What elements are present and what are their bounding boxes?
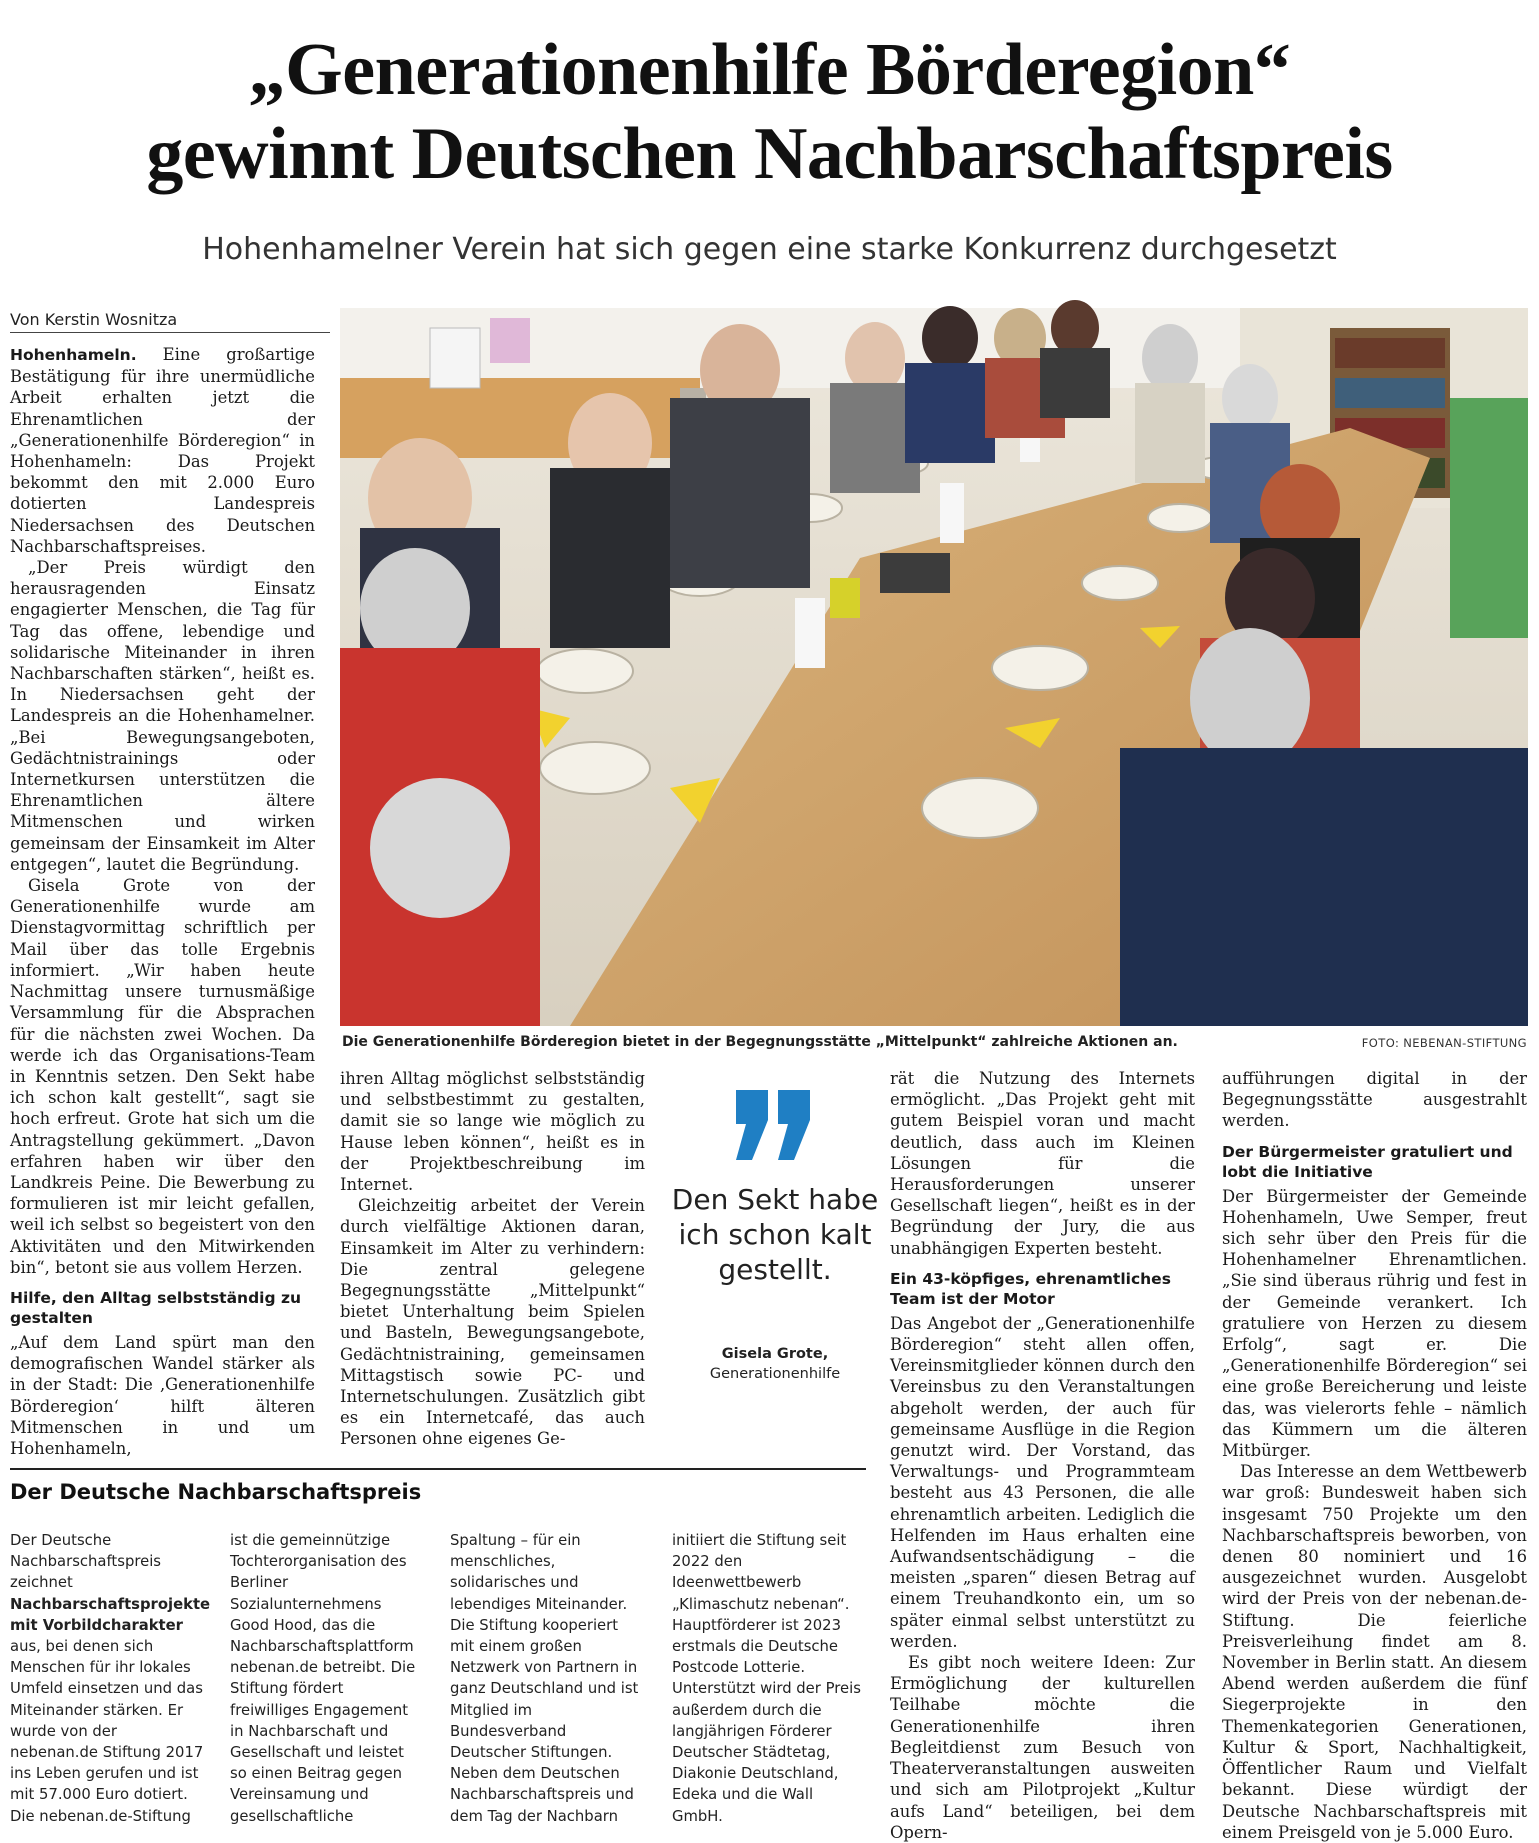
group-dinner-photo [340,308,1528,1026]
byline: Von Kerstin Wosnitza [10,310,178,329]
subheading: Hilfe, den Alltag selbstständig zu gestalten [10,1288,302,1327]
photo-caption: Die Generationenhilfe Börderegion bietet in der Begegnungsstätte „Mittelpunkt“ zahlreiche Aktionen an. [342,1034,1178,1050]
article-photo [340,308,1528,1026]
infobox-text: Der Deutsche Nachbarschaftspreis zeichnet [10,1532,162,1592]
byline-rule [10,332,330,333]
headline-line-2: gewinnt Deutschen Nachbarschaftspreis [146,113,1393,195]
subheadline: Hohenhamelner Verein hat sich gegen eine starke Konkurrenz durchgesetzt [202,232,1337,267]
article-column-4 [1222,1068,1527,1843]
infobox-title: Der Deutsche Nachbarschaftspreis [10,1480,422,1504]
paragraph: Das Interesse an dem Wettbewerb war groß: Bundesweit haben sich insgesamt 750 Projekte um den Nachbarschaftspreis beworben, von denen 80 nominiert und 16 ausgezeichnet wurden. Ausgelobt wird der Preis von der nebenan.de-Stiftung. Die feierliche Preisverleihung findet am 8. November in Berlin statt. An diesem Abend werden außerdem die fünf Siegerprojekte in den Themenkategorien Generationen, Kultur & Sport, Nachhaltigkeit, Öffentlicher Raum und Vielfalt bekannt. Diese würdigt der Deutsche Nachbarschaftspreis mit einem Preisgeld von je 5.000 Euro. [1222,1462,1527,1842]
article-column-2 [340,1068,645,1450]
paragraph: aufführungen digital in der Begegnungsstätte ausgestrahlt werden. [1222,1069,1527,1131]
headline [0,28,1539,196]
pull-quote: Den Sekt habe ich schon kalt gestellt. [671,1183,879,1286]
subheading: Ein 43-köpfiges, ehrenamtliches Team ist der Motor [890,1269,1171,1308]
paragraph [10,344,315,557]
dateline: Hohenhameln. [10,346,137,364]
paragraph: rät die Nutzung des Internets ermöglicht. „Das Projekt geht mit gutem Beispiel voran und macht deutlich, dass auch im Kleinen Lösungen für die Herausforderungen unserer Gesellschaft liegen“, heißt es in der Begründung der Jury, die aus unabhängigen Experten besteht. [890,1069,1195,1258]
infobox-column-3: Spaltung – für ein menschliches, solidarisches und lebendiges Miteinander. Die Stiftung kooperiert mit einem großen Netzwerk von Partnern in ganz Deutschland und ist Mitglied im Bundesverband Deutscher Stiftungen. Neben dem Deutschen Nachbarschaftspreis und dem Tag der Nachbarn [450,1532,639,1825]
paragraph: Gisela Grote von der Generationenhilfe wurde am Dienstagvormittag schriftlich per Mail über das tolle Ergebnis informiert. „Wir haben heute Nachmittag unsere turnusmäßige Versammlung für die Absprachen für die nächsten zwei Wochen. Da werde ich das Organisations-Team in Kenntnis setzen. Den Sekt habe ich schon kalt gestellt“, sagt sie hoch erfreut. Grote hat sich um die Antragstellung gekümmert. „Davon erfahren haben wir über den Landkreis Peine. Die Bewerbung zu formulieren ist mir leicht gefallen, weil ich selbst so begeistert von den Aktivitäten und den Mitwirkenden bin“, betont sie aus vollem Herzen. [10,876,315,1277]
article-column-3 [890,1068,1195,1843]
headline-line-1: „Generationenhilfe Börderegion“ [248,29,1291,111]
pull-quote-attribution [660,1344,890,1384]
subheading: Der Bürgermeister gratuliert und lobt die Initiative [1222,1142,1513,1181]
infobox-bold-text: Nachbarschaftsprojekte mit Vorbildcharakter [10,1595,211,1634]
paragraph: Es gibt noch weitere Ideen: Zur Ermöglichung der kulturellen Teilhabe möchte die Generationenhilfe ihren Begleitdienst zum Besuch von Theaterveranstaltungen ausweiten und sich am Pilotprojekt „Kultur aufs Land“ beteiligen, bei dem Opern- [890,1653,1195,1842]
quote-author-role: Generationenhilfe [709,1366,841,1382]
infobox-column-4: initiiert die Stiftung seit 2022 den Ideenwettbewerb „Klimaschutz nebenan“. Hauptförderer ist 2023 erstmals die Deutsche Postcode Lotterie. Unterstützt wird der Preis außerdem durch die langjährigen Förderer Deutscher Städtetag, Diakonie Deutschland, Edeka und die Wall GmbH. [672,1532,861,1825]
paragraph: „Auf dem Land spürt man den demografischen Wandel stärker als in der Stadt: Die ‚Generationenhilfe Börderegion‘ hilft älteren Mitmenschen in und um Hohenhameln, [10,1332,315,1458]
paragraph: „Der Preis würdigt den herausragenden Einsatz engagierter Menschen, die Tag für Tag das offene, lebendige und solidarische Miteinander in ihren Nachbarschaften stärken“, heißt es. In Niedersachsen geht der Landespreis an die Hohenhamelner. „Bei Bewegungsangeboten, Gedächtnistrainings oder Internetkursen unterstützen die Ehrenamtlichen ältere Mitmenschen und wirken gemeinsam der Einsamkeit im Alter entgegen“, lautet die Begründung. [10,558,315,874]
paragraph-text: Eine großartige Bestätigung für ihre unermüdliche Arbeit erhalten jetzt die Ehrenamtlichen der „Generationenhilfe Börderegion“ in Hohenhameln: Das Projekt bekommt den mit 2.000 Euro dotierten Landespreis Niedersachsen des Deutschen Nachbarschaftspreises. [10,345,315,556]
quote-mark-icon [728,1090,818,1170]
article-column-1 [10,344,315,1459]
infobox-column-2: ist die gemeinnützige Tochterorganisation des Berliner Sozialunternehmens Good Hood, das die Nachbarschaftsplattform nebenan.de betreibt. Die Stiftung fördert freiwilliges Engagement in Nachbarschaft und Gesellschaft und leistet so einen Beitrag gegen Vereinsamung und gesellschaftliche [230,1532,416,1825]
infobox-text: aus, bei denen sich Menschen für ihr lokales Umfeld einsetzen und das Miteinander stärken. Er wurde von der nebenan.de Stiftung 2017 ins Leben gerufen und ist mit 57.000 Euro dotiert. Die nebenan.de-Stiftung [10,1638,204,1825]
paragraph: Der Bürgermeister der Gemeinde Hohenhameln, Uwe Semper, freut sich sehr über den Preis für die Hohenhamelner Ehrenamtlichen. „Sie sind überaus rührig und fest in der Gemeinde verankert. Ich gratuliere von Herzen zu diesem Erfolg“, sagt er. Die „Generationenhilfe Börderegion“ sei eine große Bereicherung und leiste das, was vielerorts fehle – nämlich das Kümmern um die älteren Mitbürger. [1222,1186,1527,1461]
paragraph: Gleichzeitig arbeitet der Verein durch vielfältige Aktionen daran, Einsamkeit im Alter zu verhindern: Die zentral gelegene Begegnungsstätte „Mittelpunkt“ bietet Unterhaltung beim Spielen und Basteln, Bewegungsangebote, Gedächtnistraining, gemeinsamen Mittagstisch sowie PC- und Internetschulungen. Zusätzlich gibt es ein Internetcafé, das auch Personen ohne eigenes Ge- [340,1196,645,1449]
quote-author: Gisela Grote, [721,1346,829,1362]
infobox-column-1 [10,1530,211,1827]
photo-credit: FOTO: NEBENAN-STIFTUNG [1361,1036,1527,1050]
paragraph: ihren Alltag möglichst selbstständig und selbstbestimmt zu gestalten, damit sie so lange wie möglich zu Hause leben können“, heißt es in der Projektbeschreibung im Internet. [340,1069,645,1195]
paragraph: Das Angebot der „Generationenhilfe Börderegion“ steht allen offen, Vereinsmitglieder können durch den Vereinsbus zu den Veranstaltungen abgeholt werden, der auch für gemeinsame Ausflüge in die Region genutzt wird. Der Vorstand, das Verwaltungs- und Programmteam besteht aus 43 Personen, die alle ehrenamtlich arbeiten. Lediglich die Helfenden im Haus erhalten eine Aufwandsentschädigung – die meisten „sparen“ diesen Betrag auf einem Treuhandkonto ein, um so später einmal selbst unterstützt zu werden. [890,1313,1195,1651]
infobox-rule [10,1468,866,1470]
